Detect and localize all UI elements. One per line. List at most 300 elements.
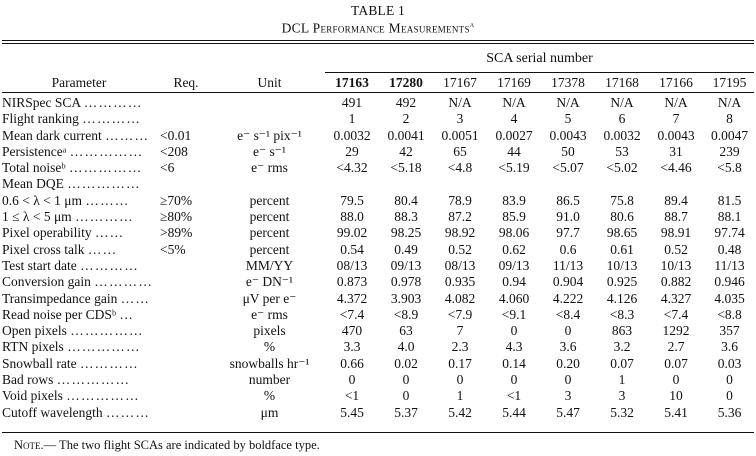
value-cell: 0.873 [336,274,368,290]
value-cell: 239 [719,143,740,159]
value-cell: 5.37 [394,404,418,420]
value-cell: <7.4 [663,306,689,322]
value-cell: 97.7 [556,225,580,241]
value-cell: 09/13 [498,257,530,273]
value-cell: 3 [564,388,572,404]
parameter-label: Void pixels [2,388,63,404]
value-cell: 75.8 [610,192,634,208]
unit-cell [214,111,325,127]
value-cell: 0.0032 [603,127,641,143]
value-cell: 0 [726,372,733,388]
value-cell: 1292 [662,323,690,339]
leader-dots: ……… [105,127,150,143]
value-cell: 11/13 [552,257,584,273]
parameter-label: Read noise per CDSᵇ [2,306,117,322]
value-cell: 1 [348,111,356,127]
parameter-cell [0,339,158,355]
req-cell [158,405,214,421]
table-row [0,95,756,111]
parameter-cell [0,176,158,192]
parameter-label: Conversion gain [2,274,91,290]
sca-serial-span-header: SCA serial number [486,51,593,66]
parameter-cell [0,356,158,372]
value-cell: 5.32 [610,404,634,420]
req-cell: ≥70% [160,192,193,208]
value-cell: 5.47 [556,404,580,420]
leader-dots: …… [94,225,125,241]
parameter-label: Bad rows [2,372,54,388]
value-cell: 5.45 [340,404,364,420]
value-cell: <8.4 [555,306,581,322]
table-row [0,242,756,258]
value-cell: <7.4 [339,306,365,322]
parameter-cell [0,405,158,421]
value-cell: 0.54 [340,241,364,257]
parameter-cell [0,144,158,160]
value-cell: 2 [402,111,410,127]
req-cell [158,176,214,192]
leader-dots: …………… [67,339,141,355]
top-rule-double [2,43,754,44]
value-cell: 0.94 [502,274,526,290]
value-cell: 0.03 [717,355,742,371]
parameter-cell [0,128,158,144]
bottom-rule [2,432,754,433]
value-cell: 0.07 [610,355,634,371]
value-cell: 0.904 [552,274,584,290]
value-cell: 88.3 [394,209,418,225]
note-label: Note. [14,438,44,452]
unit-cell: e⁻ DN⁻¹ [245,274,294,290]
req-cell [158,372,214,388]
unit-column-header: Unit [257,75,282,90]
value-cell: 5.41 [664,404,688,420]
req-cell [158,323,214,339]
value-cell: 492 [395,95,417,110]
parameter-label: Test start date [2,257,77,273]
value-cell: 1 [618,372,626,388]
value-cell: 0.935 [444,274,476,290]
table-row [0,405,756,421]
unit-cell: e⁻ rms [251,160,288,176]
req-cell [158,291,214,307]
value-cell: 3.6 [721,339,738,355]
value-cell: 5.44 [502,404,526,420]
value-cell: 63 [399,323,413,339]
value-cell: 11/13 [714,257,745,273]
req-cell [158,388,214,404]
table-row [0,274,756,290]
value-cell: 0.0043 [549,127,587,143]
table-title [0,20,756,37]
table-title-text: DCL Performance Measurements [281,20,470,36]
leader-dots: ………… [82,111,142,127]
value-cell: 44 [507,143,521,159]
value-cell: 4.3 [505,339,523,355]
parameter-column-header: Parameter [51,75,107,90]
value-cell: 0.0032 [333,127,371,143]
table-row [0,225,756,241]
value-cell: 470 [341,323,363,339]
unit-cell: percent [249,192,290,208]
value-cell: <5.8 [717,160,742,176]
table-row [0,307,756,323]
leader-dots: ……… [85,192,130,208]
value-cell: 87.2 [448,209,472,225]
parameter-label: Mean DQE [2,176,64,192]
req-cell: <5% [160,241,186,257]
table-row [0,291,756,307]
parameter-cell [0,274,158,290]
leader-dots: ………… [80,257,139,273]
value-cell: 0.61 [610,241,634,257]
unit-cell: percent [249,209,290,225]
value-cell: 8 [726,111,733,127]
table-note [14,438,320,453]
unit-cell: percent [249,241,290,257]
value-cell: 863 [611,323,633,339]
value-cell: 0.52 [448,241,472,257]
serial-header: 17169 [497,75,531,90]
value-cell: 97.74 [714,225,745,241]
parameter-cell [0,388,158,404]
serial-header: 17378 [551,75,585,90]
table-row [0,372,756,388]
value-cell: 4.060 [498,290,530,306]
value-cell: <8.9 [393,306,419,322]
value-cell: 0.20 [556,355,580,371]
value-cell: <5.07 [552,160,584,176]
note-text: — The two flight SCAs are indicated by boldface type. [43,438,320,452]
value-cell: 89.4 [664,192,688,208]
value-cell: <1 [344,388,360,404]
value-cell: 0.07 [664,355,688,371]
value-cell: <8.3 [609,306,635,322]
table-number: TABLE 1 [351,3,405,18]
value-cell: 91.0 [556,209,580,225]
value-cell: <1 [506,388,522,404]
parameter-cell [0,160,158,176]
value-cell: 31 [669,143,683,159]
value-cell: 98.91 [660,225,692,241]
parameter-cell [0,323,158,339]
data-table [0,95,756,421]
value-cell: 4.0 [397,339,415,355]
req-cell: <0.01 [160,127,192,143]
unit-cell: e⁻ s⁻¹ [253,143,286,159]
req-cell [158,339,214,355]
header-rule [2,92,754,93]
table-row [0,356,756,372]
table-row [0,144,756,160]
value-cell: 0 [402,372,410,388]
value-cell: 29 [345,143,359,159]
unit-cell: number [248,372,291,388]
parameter-cell [0,209,158,225]
value-cell: 1 [456,388,464,404]
unit-cell [214,95,325,111]
parameter-cell [0,242,158,258]
value-cell: N/A [502,95,526,110]
value-cell: 10/13 [606,257,638,273]
parameter-label: 1 ≤ λ < 5 μm [2,209,72,225]
unit-cell: percent [249,225,290,241]
serial-header: 17195 [712,75,747,90]
value-cell: 5.36 [717,404,742,420]
table-row [0,209,756,225]
value-cell: <5.19 [498,160,530,176]
leader-dots: ………… [83,95,143,110]
value-cell: 80.4 [394,192,418,208]
value-cell: 0.49 [394,241,418,257]
value-cell: 0 [564,372,572,388]
leader-dots: …… [87,241,118,257]
unit-cell: snowballs hr⁻¹ [229,355,310,371]
value-cell: N/A [610,95,634,110]
leader-dots: ……… [105,404,151,420]
value-cell: 7 [672,111,680,127]
unit-cell: MM/YY [245,257,294,273]
value-cell: 98.06 [498,225,530,241]
req-cell: >89% [160,225,193,241]
value-cell: 83.9 [502,192,526,208]
leader-dots: …………… [66,388,140,404]
value-cell: 0.66 [340,355,364,371]
value-cell: 53 [615,143,629,159]
parameter-cell [0,291,158,307]
value-cell [649,176,703,192]
req-cell [158,111,214,127]
title-footnote-marker: a [469,20,475,29]
value-cell: 10 [669,388,683,404]
parameter-label: Snowball rate [2,355,77,371]
parameter-cell [0,95,158,111]
value-cell: 0.17 [448,355,472,371]
table-body [0,95,756,421]
serial-header: 17163 [335,75,369,90]
unit-cell: % [263,339,276,355]
leader-dots: …………… [67,176,141,192]
parameter-cell [0,225,158,241]
unit-cell: % [263,388,276,404]
value-cell: <8.8 [717,306,742,322]
req-cell: ≥80% [160,209,193,225]
value-cell: 50 [561,143,575,159]
leader-dots: ………… [75,209,134,225]
req-cell: <208 [160,143,188,159]
value-cell: N/A [717,95,742,110]
value-cell: 4.222 [552,290,584,306]
value-cell: 42 [399,143,413,159]
value-cell: 357 [719,323,740,339]
value-cell: 0 [726,388,733,404]
value-cell: 0.0041 [387,127,425,143]
parameter-label: Mean dark current [2,127,102,143]
parameter-label: Persistenceᵃ [2,143,67,159]
value-cell: 88.0 [340,209,364,225]
leader-dots: …… [120,290,151,306]
value-cell: <4.8 [447,160,473,176]
serial-header: 17280 [389,75,423,90]
value-cell: <7.9 [447,306,473,322]
table-row [0,176,756,192]
leader-dots: …………… [69,143,144,159]
value-cell: 0 [510,323,518,339]
value-cell: 85.9 [502,209,526,225]
value-cell: 4 [510,111,518,127]
value-cell: 491 [341,95,363,110]
value-cell: 10/13 [660,257,692,273]
span-header-rule [325,72,754,73]
value-cell: 3.903 [390,290,422,306]
value-cell: 0.52 [664,241,688,257]
value-cell: 4.372 [336,290,368,306]
table-row [0,258,756,274]
unit-cell: μm [260,404,279,420]
value-cell [541,176,595,192]
value-cell: 08/13 [444,257,476,273]
parameter-label: Open pixels [2,323,67,339]
parameter-cell [0,307,158,323]
value-cell: 0 [348,372,356,388]
parameter-label: Pixel operability [2,225,92,241]
req-cell: <6 [160,160,175,176]
table-row [0,193,756,209]
value-cell: 5.42 [448,404,472,420]
value-cell: 0.0027 [495,127,533,143]
unit-cell [214,176,325,192]
value-cell: 0.946 [714,274,745,290]
unit-cell: e⁻ s⁻¹ pix⁻¹ [237,127,302,143]
parameter-cell [0,111,158,127]
value-cell [325,176,379,192]
value-cell: 88.1 [717,209,742,225]
value-cell [433,176,487,192]
value-cell: 88.7 [664,209,688,225]
value-cell: 0 [456,372,464,388]
value-cell [703,176,756,192]
value-cell: 0.0043 [657,127,695,143]
value-cell: <4.32 [336,160,368,176]
value-cell: 80.6 [610,209,634,225]
unit-cell: pixels [253,323,286,339]
unit-cell: e⁻ rms [251,306,288,322]
value-cell: 3.2 [613,339,631,355]
value-cell: 5 [564,111,572,127]
unit-cell: μV per e⁻ [242,290,297,306]
parameter-label: Flight ranking [2,111,79,127]
parameter-label: RTN pixels [2,339,64,355]
value-cell: 7 [456,323,464,339]
value-cell: 98.25 [390,225,422,241]
value-cell: 0 [564,323,572,339]
value-cell: 4.327 [660,290,692,306]
value-cell: 0 [510,372,518,388]
value-cell: 99.02 [336,225,368,241]
value-cell: 6 [618,111,626,127]
leader-dots: ………… [94,274,154,290]
value-cell: 0.02 [394,355,418,371]
value-cell: 98.92 [444,225,476,241]
value-cell: 65 [453,143,467,159]
req-cell [158,356,214,372]
value-cell: <5.02 [606,160,638,176]
value-cell: N/A [664,95,688,110]
value-cell: 0.0051 [441,127,479,143]
serial-header: 17167 [443,75,477,90]
table-row [0,323,756,339]
top-rule [2,40,754,41]
serial-header: 17166 [659,75,693,90]
value-cell: 08/13 [336,257,368,273]
leader-dots: …………… [70,323,144,339]
req-cell [158,274,214,290]
value-cell: 4.082 [444,290,476,306]
table-row [0,388,756,404]
leader-dots: …………… [56,372,131,388]
value-cell: <9.1 [501,306,527,322]
parameter-label: Cutoff wavelength [2,404,103,420]
value-cell: 0.978 [390,274,422,290]
value-cell: 0.0047 [710,127,749,143]
value-cell: 0.882 [660,274,692,290]
req-cell [158,95,214,111]
parameter-label: 0.6 < λ < 1 μm [2,192,83,208]
serial-header: 17168 [605,75,639,90]
value-cell: 78.9 [448,192,472,208]
value-cell: 2.3 [451,339,469,355]
value-cell: 4.035 [714,290,745,306]
value-cell: <5.18 [390,160,422,176]
value-cell: 0.62 [502,241,526,257]
table-row [0,339,756,355]
table-row [0,160,756,176]
value-cell: 79.5 [340,192,364,208]
value-cell: 09/13 [390,257,422,273]
parameter-cell [0,258,158,274]
value-cell: 0.925 [606,274,638,290]
value-cell: 86.5 [556,192,580,208]
table-row [0,128,756,144]
parameter-label: Transimpedance gain [2,290,118,306]
parameter-label: Pixel cross talk [2,241,85,257]
value-cell: 4.126 [606,290,638,306]
table-row [0,111,756,127]
leader-dots: … [119,306,135,322]
value-cell: 0.6 [559,241,577,257]
value-cell [487,176,541,192]
value-cell [379,176,433,192]
value-cell: 2.7 [667,339,685,355]
req-cell [158,258,214,274]
parameter-label: NIRSpec SCA [2,95,81,110]
value-cell: 0 [402,388,410,404]
req-column-header: Req. [173,75,199,90]
value-cell: 0.14 [502,355,526,371]
value-cell: <4.46 [660,160,692,176]
value-cell: N/A [448,95,472,110]
value-cell: 3 [456,111,464,127]
leader-dots: ………… [79,355,139,371]
value-cell: 0 [672,372,680,388]
req-cell [158,307,214,323]
parameter-cell [0,193,158,209]
parameter-cell [0,372,158,388]
leader-dots: …………… [68,160,143,176]
value-cell: 98.65 [606,225,638,241]
value-cell: 3.6 [559,339,577,355]
value-cell: N/A [556,95,580,110]
